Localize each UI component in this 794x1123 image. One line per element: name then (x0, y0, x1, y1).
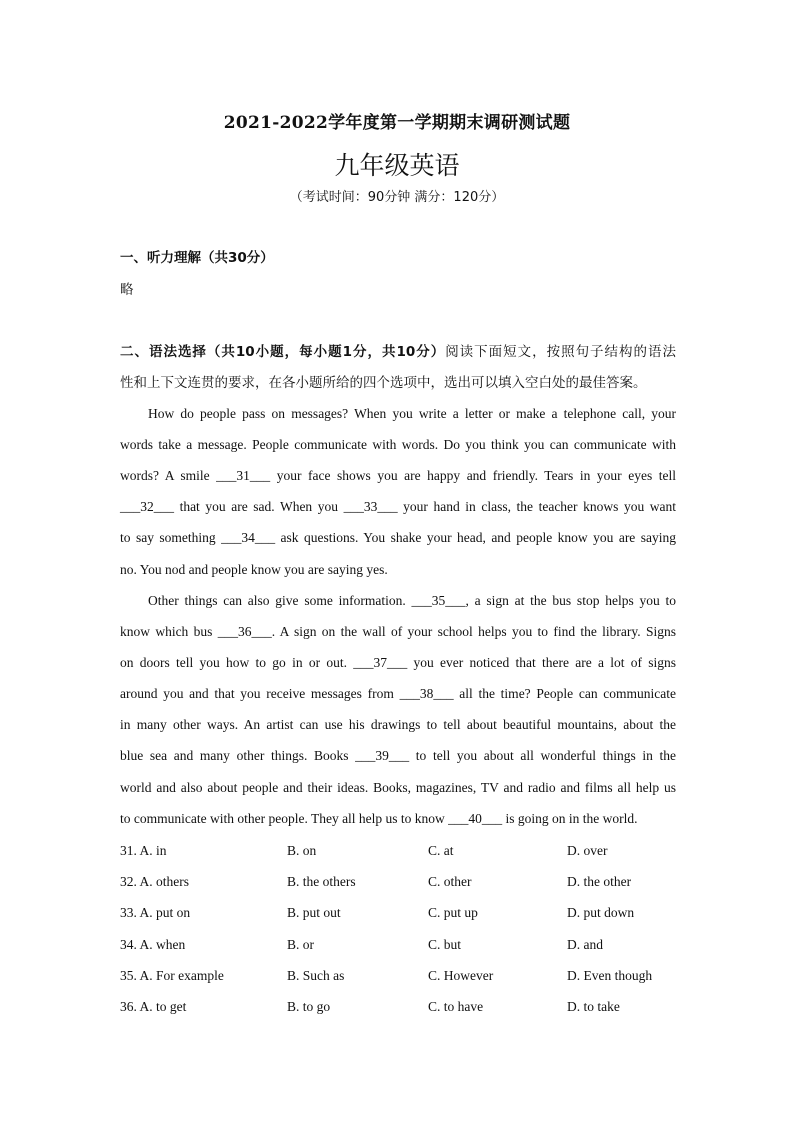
passage-line: world and also about people and their ideas. Books, magazines, TV and radio and films all help us (120, 780, 676, 795)
passage-line: blue sea and many other things. Books ___39___ to tell you about all wonderful things in the (120, 748, 676, 763)
passage-line: to say something ___34___ ask questions. You shake your head, and people know you are saying (120, 530, 676, 545)
question-34-option-b: B. or (287, 937, 314, 952)
passage-line: no. You nod and people know you are saying yes. (120, 562, 388, 577)
question-32-option-c: C. other (428, 874, 472, 889)
question-34-option-d: D. and (567, 937, 603, 952)
section2-heading-line (120, 343, 676, 361)
question-36-option-c: C. to have (428, 999, 484, 1014)
question-33-option-c: C. put up (428, 905, 478, 920)
exam-title: 2021-2022学年度第一学期期末调研测试题 (223, 113, 571, 133)
passage-line: know which bus ___36___. A sign on the wall of your school helps you to find the library. Signs (120, 624, 676, 639)
question-31-option-d: D. over (567, 843, 608, 858)
question-33-option-b: B. put out (287, 905, 341, 920)
passage-line: to communicate with other people. They all help us to know ___40___ is going on in the world. (120, 811, 638, 826)
passage-line: Other things can also give some information. ___35___, a sign at the bus stop helps you to (148, 593, 676, 608)
question-36-option-b: B. to go (287, 999, 331, 1014)
question-35-option-c: C. However (428, 968, 494, 983)
question-32-option-a: 32. A. others (120, 874, 189, 889)
passage-line: ___32___ that you are sad. When you ___33___ your hand in class, the teacher knows you want (120, 499, 676, 514)
subject-title: 九年级英语 (334, 151, 460, 180)
question-31-option-b: B. on (287, 843, 317, 858)
question-36-option-a: 36. A. to get (120, 999, 187, 1014)
section1-heading: 一、听力理解（共30分） (120, 250, 274, 266)
section1-content: 略 (120, 282, 134, 298)
question-32-option-b: B. the others (287, 874, 356, 889)
section2-instruction-line2: 性和上下文连贯的要求，在各小题所给的四个选项中，选出可以填入空白处的最佳答案。 (120, 375, 647, 391)
question-35-option-b: B. Such as (287, 968, 345, 983)
passage-line: on doors tell you how to go in or out. ___37___ you ever noticed that there are a lot of signs (120, 655, 676, 670)
section2-heading: 二、语法选择（共10小题，每小题1分，共10分） (120, 344, 446, 360)
question-35-option-a: 35. A. For example (120, 968, 224, 983)
passage-line: How do people pass on messages? When you write a letter or make a telephone call, your (148, 406, 676, 421)
question-33-option-d: D. put down (567, 905, 635, 920)
question-32-option-d: D. the other (567, 874, 632, 889)
question-34-option-c: C. but (428, 937, 462, 952)
question-31-option-c: C. at (428, 843, 454, 858)
passage-line: words take a message. People communicate with words. Do you think you can communicate with (120, 437, 676, 452)
exam-info: （考试时间：90分钟 满分：120分） (289, 190, 505, 205)
passage-line: words? A smile ___31___ your face shows you are happy and friendly. Tears in your eyes tell (120, 468, 676, 483)
question-35-option-d: D. Even though (567, 968, 653, 983)
question-33-option-a: 33. A. put on (120, 905, 191, 920)
section2-instruction: 阅读下面短文，按照句子结构的语法 (445, 344, 676, 360)
passage-line: around you and that you receive messages from ___38___ all the time? People can communicate (120, 686, 676, 701)
question-36-option-d: D. to take (567, 999, 620, 1014)
passage-line: in many other ways. An artist can use his drawings to tell about beautiful mountains, about the (120, 717, 676, 732)
question-31-option-a: 31. A. in (120, 843, 167, 858)
question-34-option-a: 34. A. when (120, 937, 186, 952)
